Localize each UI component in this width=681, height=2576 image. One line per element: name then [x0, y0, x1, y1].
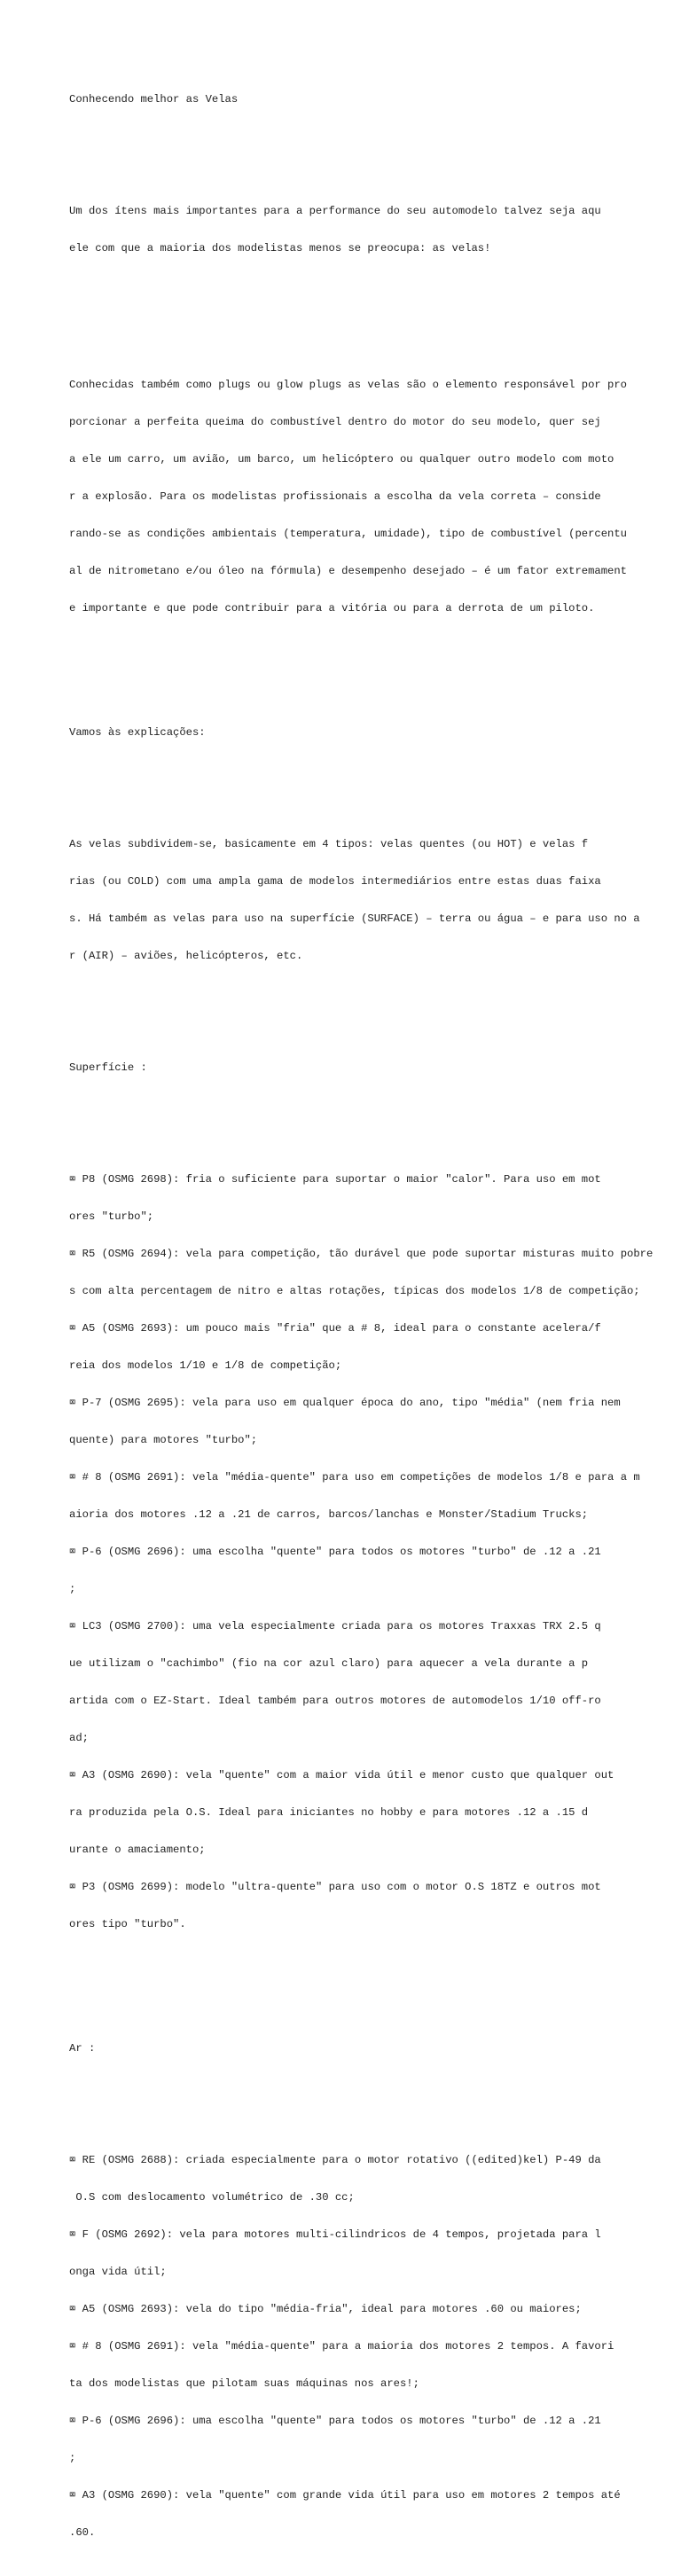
list-item: artida com o EZ-Start. Ideal também para outros motores de automodelos 1/10 off-ro	[69, 1695, 601, 1707]
list-item: ⌧ LC3 (OSMG 2700): uma vela especialmente criada para os motores Traxxas TRX 2.5 q	[69, 1620, 601, 1633]
list-item: ⌧ P8 (OSMG 2698): fria o suficiente para suportar o maior "calor". Para uso em mot	[69, 1173, 601, 1186]
text-line: As velas subdividem-se, basicamente em 4 tipos: velas quentes (ou HOT) e velas f	[69, 838, 589, 850]
list-item: ⌧ # 8 (OSMG 2691): vela "média-quente" para a maioria dos motores 2 tempos. A favori	[69, 2340, 614, 2353]
list-item: .60.	[69, 2526, 96, 2539]
text-line: s. Há também as velas para uso na superfície (SURFACE) – terra ou água – e para uso no a	[69, 912, 640, 925]
document-page	[69, 68, 681, 2576]
text-line: al de nitrometano e/ou óleo na fórmula) e desempenho desejado – é um fator extremament	[69, 565, 627, 577]
list-item: ⌧ RE (OSMG 2688): criada especialmente para o motor rotativo ((edited)kel) P-49 da	[69, 2154, 601, 2166]
list-item: onga vida útil;	[69, 2266, 167, 2278]
list-item: ⌧ R5 (OSMG 2694): vela para competição, tão durável que pode suportar misturas muito pobre	[69, 1248, 654, 1260]
spacer	[69, 304, 681, 317]
list-item: ;	[69, 1583, 76, 1595]
list-item: ⌧ A5 (OSMG 2693): um pouco mais "fria" que a # 8, ideal para o constante acelera/f	[69, 1322, 601, 1335]
text-line: Um dos ítens mais importantes para a performance do seu automodelo talvez seja aqu	[69, 205, 601, 217]
text-line: rias (ou COLD) com uma ampla gama de modelos intermediários entre estas duas faixa	[69, 875, 601, 888]
list-item: ⌧ F (OSMG 2692): vela para motores multi-cilindricos de 4 tempos, projetada para l	[69, 2228, 601, 2241]
surface-heading: Superfície :	[69, 1061, 147, 1074]
explanations-paragraph	[69, 813, 681, 987]
document-title: Conhecendo melhor as Velas	[69, 93, 239, 106]
text-line: a ele um carro, um avião, um barco, um helicóptero ou qualquer outro modelo com moto	[69, 453, 614, 466]
text-line: rando-se as condições ambientais (temperatura, umidade), tipo de combustível (percentu	[69, 528, 627, 540]
list-item: ⌧ P-6 (OSMG 2696): uma escolha "quente" para todos os motores "turbo" de .12 a .21	[69, 2415, 601, 2427]
spacer	[69, 763, 681, 776]
list-item: quente) para motores "turbo";	[69, 1434, 258, 1446]
list-item: ores tipo "turbo".	[69, 1918, 186, 1930]
surface-list	[69, 1148, 681, 1955]
list-item: ores "turbo";	[69, 1210, 154, 1223]
spacer	[69, 1980, 681, 2005]
list-item: ;	[69, 2452, 76, 2464]
list-item: ⌧ A3 (OSMG 2690): vela "quente" com a maior vida útil e menor custo que qualquer out	[69, 1769, 614, 1781]
list-item: ⌧ A3 (OSMG 2690): vela "quente" com grande vida útil para uso em motores 2 tempos até	[69, 2489, 621, 2502]
text-line: porcionar a perfeita queima do combustível dentro do motor do seu modelo, quer sej	[69, 416, 601, 428]
text-line: ele com que a maioria dos modelistas menos se preocupa: as velas!	[69, 242, 491, 254]
plugs-paragraph	[69, 354, 681, 639]
intro-paragraph	[69, 180, 681, 279]
list-item: ⌧ A5 (OSMG 2693): vela do tipo "média-fria", ideal para motores .60 ou maiores;	[69, 2303, 582, 2315]
air-heading: Ar :	[69, 2042, 96, 2055]
explanations-heading: Vamos às explicações:	[69, 726, 206, 739]
spacer	[69, 130, 681, 143]
list-item: ra produzida pela O.S. Ideal para iniciantes no hobby e para motores .12 a .15 d	[69, 1806, 589, 1819]
list-item: ⌧ P-7 (OSMG 2695): vela para uso em qualquer época do ano, tipo "média" (nem fria nem	[69, 1397, 621, 1409]
text-line: r (AIR) – aviões, helicópteros, etc.	[69, 950, 303, 962]
list-item: ⌧ # 8 (OSMG 2691): vela "média-quente" para uso em competições de modelos 1/8 e para a m	[69, 1471, 640, 1484]
list-item: s com alta percentagem de nitro e altas rotações, típicas dos modelos 1/8 de competição;	[69, 1285, 640, 1297]
text-line: r a explosão. Para os modelistas profissionais a escolha da vela correta – conside	[69, 490, 601, 503]
text-line: e importante e que pode contribuir para a vitória ou para a derrota de um piloto.	[69, 602, 595, 615]
list-item: urante o amaciamento;	[69, 1844, 206, 1856]
list-item: ue utilizam o "cachimbo" (fio na cor azul claro) para aquecer a vela durante a p	[69, 1657, 589, 1670]
spacer	[69, 2079, 681, 2092]
list-item: ⌧ P-6 (OSMG 2696): uma escolha "quente" para todos os motores "turbo" de .12 a .21	[69, 1546, 601, 1558]
list-item: reia dos modelos 1/10 e 1/8 de competição;	[69, 1359, 342, 1372]
list-item: ad;	[69, 1732, 89, 1744]
spacer	[69, 1012, 681, 1024]
list-item: ta dos modelistas que pilotam suas máquinas nos ares!;	[69, 2377, 419, 2390]
list-item: aioria dos motores .12 a .21 de carros, barcos/lanchas e Monster/Stadium Trucks;	[69, 1508, 589, 1521]
list-item: O.S com deslocamento volumétrico de .30 cc;	[69, 2191, 355, 2204]
spacer	[69, 664, 681, 689]
air-list	[69, 2129, 681, 2564]
spacer	[69, 1099, 681, 1111]
list-item: ⌧ P3 (OSMG 2699): modelo "ultra-quente" para uso com o motor O.S 18TZ e outros mot	[69, 1881, 601, 1893]
text-line: Conhecidas também como plugs ou glow plugs as velas são o elemento responsável por pro	[69, 379, 627, 391]
